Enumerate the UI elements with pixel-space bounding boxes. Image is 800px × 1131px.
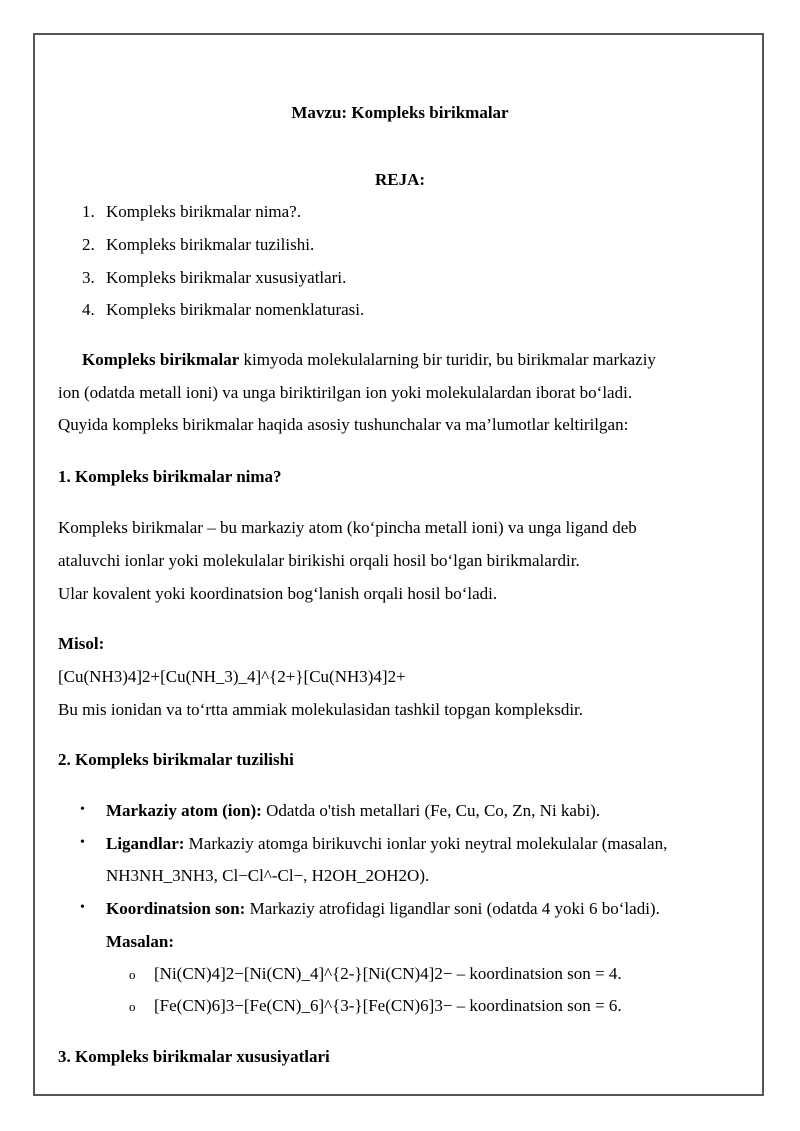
section-1-heading: 1. Kompleks birikmalar nima? [58, 467, 282, 486]
section-2-heading: 2. Kompleks birikmalar tuzilishi [58, 750, 294, 769]
intro-line-3: Quyida kompleks birikmalar haqida asosiy tushunchalar va ma’lumotlar keltirilgan: [58, 415, 629, 434]
sub-bullet-2-icon: o [129, 999, 136, 1014]
misol-description: Bu mis ionidan va to‘rtta ammiak molekulasidan tashkil topgan kompleksdir. [58, 700, 584, 719]
sub-bullet-2-text: [Fe(CN)6]3−[Fe(CN)_6]^{3-}[Fe(CN)6]3− – koordinatsion son = 6. [154, 996, 622, 1015]
bullet-3-text: Koordinatsion son: Markaziy atrofidagi ligandlar soni (odatda 4 yoki 6 bo‘ladi). [106, 899, 660, 918]
reja-heading: REJA: [374, 170, 426, 189]
masalan-label: Masalan: [106, 932, 174, 951]
intro-line-2: ion (odatda metall ioni) va unga biriktirilgan ion yoki molekulalardan iborat bo‘ladi. [58, 383, 633, 402]
reja-item-1: 1. Kompleks birikmalar nima?. [82, 202, 301, 221]
bullet-1-icon: • [80, 802, 85, 817]
s1-line-2: ataluvchi ionlar yoki molekulalar birikishi orqali hosil bo‘lgan birikmalardir. [58, 551, 580, 570]
bullet-3-icon: • [80, 900, 85, 915]
sub-bullet-1-icon: o [129, 967, 136, 982]
section-3-heading: 3. Kompleks birikmalar xususiyatlari [58, 1047, 330, 1066]
bullet-1-text: Markaziy atom (ion): Odatda o'tish metallari (Fe, Cu, Co, Zn, Ni kabi). [106, 801, 601, 820]
bullet-2-line-2: NH3NH_3NH3, Cl−Cl^-Cl−, H2OH_2OH2O). [106, 866, 430, 885]
reja-item-4: 4. Kompleks birikmalar nomenklaturasi. [82, 300, 365, 319]
intro-line-1: Kompleks birikmalar kimyoda molekulalarning bir turidir, bu birikmalar markaziy [82, 350, 656, 369]
misol-label: Misol: [58, 634, 105, 653]
document-title: Mavzu: Kompleks birikmalar [291, 103, 509, 122]
sub-bullet-1-text: [Ni(CN)4]2−[Ni(CN)_4]^{2-}[Ni(CN)4]2− – koordinatsion son = 4. [154, 964, 622, 983]
s1-line-3: Ular kovalent yoki koordinatsion bog‘lanish orqali hosil bo‘ladi. [58, 584, 498, 603]
misol-formula: [Cu(NH3)4]2+[Cu(NH_3)_4]^{2+}[Cu(NH3)4]2+ [58, 667, 406, 686]
bullet-2-text: Ligandlar: Markaziy atomga birikuvchi ionlar yoki neytral molekulalar (masalan, [106, 834, 668, 853]
s1-line-1: Kompleks birikmalar – bu markaziy atom (ko‘pincha metall ioni) va unga ligand deb [58, 518, 637, 537]
reja-item-3: 3. Kompleks birikmalar xususiyatlari. [82, 268, 347, 287]
bullet-2-icon: • [80, 835, 85, 850]
reja-item-2: 2. Kompleks birikmalar tuzilishi. [82, 235, 315, 254]
